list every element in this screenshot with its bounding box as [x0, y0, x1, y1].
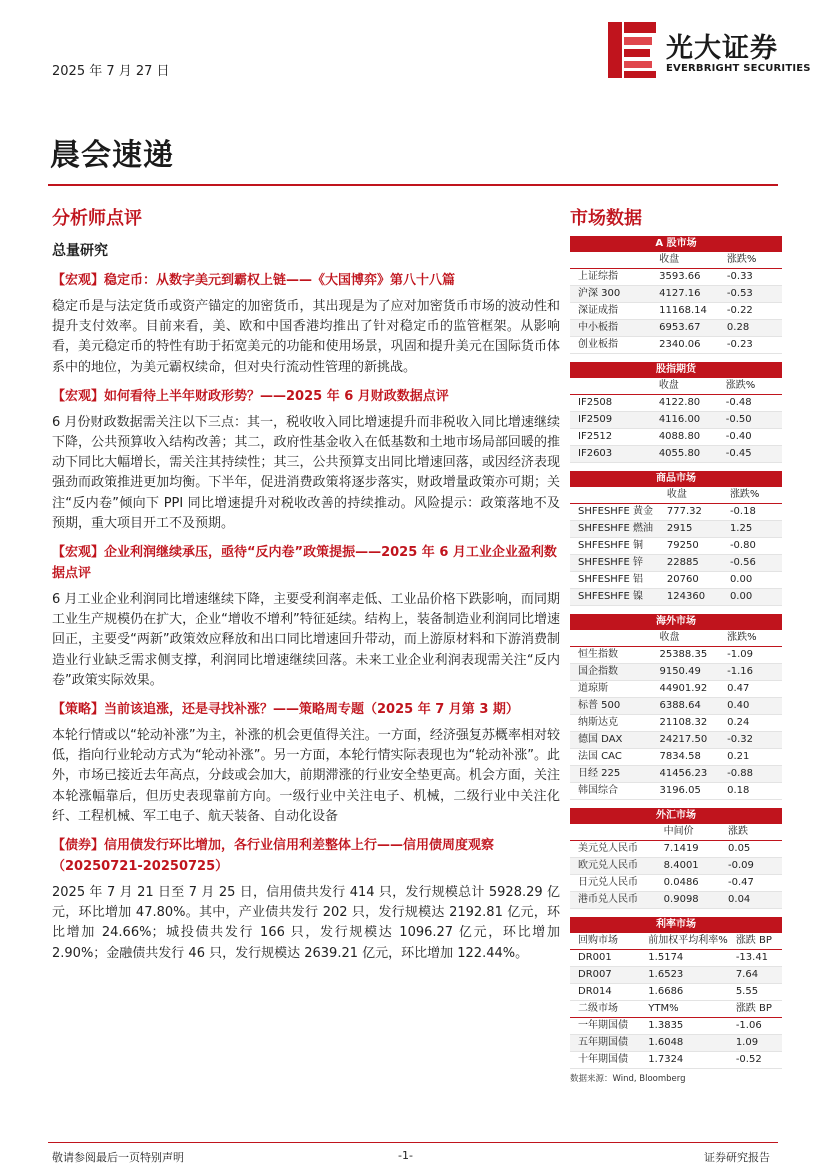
table-cell: 1.7324 — [640, 1052, 728, 1069]
table-cell: -0.23 — [719, 337, 782, 354]
table-column-header — [570, 487, 782, 504]
table-cell: 五年期国债 — [570, 1035, 640, 1052]
table-row — [570, 572, 782, 589]
table-cell: 1.6523 — [640, 967, 728, 984]
table-row — [570, 303, 782, 320]
table-row — [570, 504, 782, 521]
table-cell: 7.1419 — [656, 841, 720, 858]
table-spacer — [570, 354, 782, 362]
table-cell: 二级市场 — [570, 1001, 640, 1018]
table-row — [570, 858, 782, 875]
table-cell: 2340.06 — [651, 337, 719, 354]
table-row — [570, 1052, 782, 1069]
logo-english-name: EVERBRIGHT SECURITIES — [666, 63, 811, 74]
table-cell: 7.64 — [728, 967, 782, 984]
table-group-title: 海外市场 — [570, 614, 782, 630]
table-cell: 法国 CAC — [570, 749, 651, 766]
table-group-header — [570, 362, 782, 378]
table-cell: 4088.80 — [651, 429, 718, 446]
table-row — [570, 766, 782, 783]
table-cell: 创业板指 — [570, 337, 651, 354]
sub-section-title: 总量研究 — [52, 243, 108, 259]
table-cell: 0.24 — [719, 715, 782, 732]
article-body: 6 月份财政数据需关注以下三点：其一，税收收入同比增速提升而非税收入同比增速继续下降，公共预算收入结构改善；其二，政府性基金收入在低基数和土地市场局部回暖的推动下同比大幅增长，需关注其持续性；其三，公共预算支出同比增速回落，或因经济表现强劲而政策推进更加均衡。下半年，促进消费政策将逐步落实，财政增量政策亦可期；关注“反内卷”倾向下 PPI 同比增速提升对税收改善的持续推动。风险提示：政策落地不及预期，重大项目开工不及预期。 — [52, 414, 560, 531]
table-group-title: 股指期货 — [570, 362, 782, 378]
table-cell: 上证综指 — [570, 269, 651, 286]
table-cell: 道琼斯 — [570, 681, 651, 698]
table-cell — [570, 487, 659, 504]
table-cell: DR007 — [570, 967, 640, 984]
table-spacer — [570, 909, 782, 917]
table-cell: DR001 — [570, 950, 640, 967]
table-cell: SHFESHFE 锌 — [570, 555, 659, 572]
table-cell: 0.00 — [722, 589, 782, 606]
table-cell: 1.5174 — [640, 950, 728, 967]
data-source-note: 数据来源：Wind, Bloomberg — [570, 1074, 686, 1084]
market-table — [570, 808, 782, 909]
table-column-header — [570, 252, 782, 269]
table-cell: -1.09 — [719, 647, 782, 664]
table-cell: 涨跌 BP — [728, 1001, 782, 1018]
table-cell: 124360 — [659, 589, 722, 606]
table-cell: -0.53 — [719, 286, 782, 303]
table-cell: 1.6686 — [640, 984, 728, 1001]
table-cell: 0.18 — [719, 783, 782, 800]
table-cell: -1.16 — [719, 664, 782, 681]
table-cell: -0.32 — [719, 732, 782, 749]
table-spacer — [570, 463, 782, 471]
table-cell: -0.40 — [718, 429, 782, 446]
table-cell: 0.9098 — [656, 892, 720, 909]
table-row — [570, 286, 782, 303]
table-row — [570, 446, 782, 463]
table-row — [570, 412, 782, 429]
market-table — [570, 917, 782, 1069]
table-row — [570, 783, 782, 800]
table-cell: 纳斯达克 — [570, 715, 651, 732]
table-cell: IF2509 — [570, 412, 651, 429]
table-cell: 41456.23 — [651, 766, 719, 783]
market-table — [570, 614, 782, 800]
table-cell: -0.50 — [718, 412, 782, 429]
table-row — [570, 555, 782, 572]
table-cell: DR014 — [570, 984, 640, 1001]
table-cell: 前加权平均利率% — [640, 933, 728, 950]
table-row — [570, 749, 782, 766]
table-cell: SHFESHFE 镍 — [570, 589, 659, 606]
table-cell: IF2508 — [570, 395, 651, 412]
table-column-header — [570, 378, 782, 395]
table-row — [570, 732, 782, 749]
table-cell: -0.56 — [722, 555, 782, 572]
table-column-header — [570, 933, 782, 950]
table-group-header — [570, 614, 782, 630]
table-row — [570, 664, 782, 681]
table-cell: 6953.67 — [651, 320, 719, 337]
market-table — [570, 236, 782, 354]
table-cell: -0.88 — [719, 766, 782, 783]
table-row — [570, 647, 782, 664]
article-body: 稳定币是与法定货币或资产锚定的加密货币，其出现是为了应对加密货币市场的波动性和提升支付效率。目前来看，美、欧和中国香港均推出了针对稳定币的监管框架。从影响看，美元稳定币的特性有助于拓宽美元的功能和使用场景，巩固和提升美元在国际货币体系中的地位，为美元霸权续命，但对央行流动性管理的新挑战。 — [52, 299, 560, 375]
article-body: 本轮行情或以“轮动补涨”为主，补涨的机会更值得关注。一方面，经济强复苏概率相对较低，指向行业轮动方式为“轮动补涨”。另一方面，本轮行情实际表现也为“轮动补涨”。此外，市场已接近去年高点，分歧或会加大，前期滞涨的行业安全垫更高。机会方面，关注本轮涨幅靠后，但历史表现靠前方向。一级行业中关注电子、机械，二级行业中关注化纤、工程机械、军工电子、航天装备、自动化设备 — [52, 728, 560, 824]
table-cell: -0.22 — [719, 303, 782, 320]
table-cell: 44901.92 — [651, 681, 719, 698]
table-cell: 涨跌 BP — [728, 933, 782, 950]
table-cell: 4116.00 — [651, 412, 718, 429]
table-cell: 涨跌% — [719, 252, 782, 269]
table-cell: 2915 — [659, 521, 722, 538]
table-cell — [570, 630, 651, 647]
table-cell: -0.09 — [720, 858, 782, 875]
table-cell: 11168.14 — [651, 303, 719, 320]
table-cell: 3593.66 — [651, 269, 719, 286]
table-cell: 22885 — [659, 555, 722, 572]
article-heading: 【债券】信用债发行环比增加，各行业信用利差整体上行——信用债周度观察（20250721-20250725） — [52, 838, 495, 875]
table-row — [570, 967, 782, 984]
footer-disclaimer: 敬请参阅最后一页特别声明 — [52, 1151, 184, 1164]
page-title: 晨会速递 — [50, 138, 174, 173]
table-row — [570, 589, 782, 606]
table-cell: 0.21 — [719, 749, 782, 766]
table-spacer — [570, 800, 782, 808]
article-heading: 【宏观】企业利润继续承压，亟待“反内卷”政策提振——2025 年 6 月工业企业盈利数据点评 — [52, 545, 557, 582]
table-column-header — [570, 630, 782, 647]
table-cell: 0.00 — [722, 572, 782, 589]
table-cell: 收盘 — [651, 630, 719, 647]
table-cell: 4055.80 — [651, 446, 718, 463]
table-group-header — [570, 236, 782, 252]
table-cell: 国企指数 — [570, 664, 651, 681]
table-row — [570, 395, 782, 412]
table-cell: 涨跌% — [722, 487, 782, 504]
table-cell: 4127.16 — [651, 286, 719, 303]
table-group-header — [570, 471, 782, 487]
table-cell: 十年期国债 — [570, 1052, 640, 1069]
table-cell: 欧元兑人民币 — [570, 858, 656, 875]
table-cell: 日元兑人民币 — [570, 875, 656, 892]
title-divider — [48, 184, 778, 186]
table-row — [570, 320, 782, 337]
table-cell: 德国 DAX — [570, 732, 651, 749]
table-row — [570, 538, 782, 555]
table-cell: 1.09 — [728, 1035, 782, 1052]
table-group-header — [570, 917, 782, 933]
table-cell: 24217.50 — [651, 732, 719, 749]
article-heading: 【宏观】如何看待上半年财政形势？——2025 年 6 月财政数据点评 — [52, 388, 449, 404]
table-cell: -0.80 — [722, 538, 782, 555]
table-cell: 0.05 — [720, 841, 782, 858]
table-cell: 恒生指数 — [570, 647, 651, 664]
table-cell: 深证成指 — [570, 303, 651, 320]
report-date: 2025 年 7 月 27 日 — [52, 64, 170, 79]
table-cell: -13.41 — [728, 950, 782, 967]
table-cell: 25388.35 — [651, 647, 719, 664]
section-title: 分析师点评 — [52, 208, 142, 229]
logo-chinese-name: 光大证券 — [666, 33, 778, 64]
table-cell: -0.18 — [722, 504, 782, 521]
analyst-review-column — [52, 204, 560, 968]
table-cell: 日经 225 — [570, 766, 651, 783]
table-cell: 0.47 — [719, 681, 782, 698]
table-row — [570, 841, 782, 858]
table-cell: -0.47 — [720, 875, 782, 892]
article-list — [52, 270, 560, 964]
table-cell: 涨跌% — [718, 378, 782, 395]
table-cell: 涨跌% — [719, 630, 782, 647]
table-cell: YTM% — [640, 1001, 728, 1018]
table-spacer — [570, 606, 782, 614]
table-cell: 涨跌 — [720, 824, 782, 841]
table-cell: IF2603 — [570, 446, 651, 463]
table-cell: 1.6048 — [640, 1035, 728, 1052]
market-data-title: 市场数据 — [570, 208, 642, 229]
table-cell: -0.48 — [718, 395, 782, 412]
table-cell: 沪深 300 — [570, 286, 651, 303]
table-cell: 一年期国债 — [570, 1018, 640, 1035]
table-cell: -0.45 — [718, 446, 782, 463]
everbright-logo-icon — [608, 22, 656, 78]
table-cell: 79250 — [659, 538, 722, 555]
table-cell: 5.55 — [728, 984, 782, 1001]
table-row — [570, 1035, 782, 1052]
table-column-header — [570, 824, 782, 841]
table-cell: -0.52 — [728, 1052, 782, 1069]
table-cell: 7834.58 — [651, 749, 719, 766]
table-cell: SHFESHFE 铜 — [570, 538, 659, 555]
table-row — [570, 875, 782, 892]
article-heading: 【策略】当前该追涨，还是寻找补涨？——策略周专题（2025 年 7 月第 3 期） — [52, 702, 519, 718]
table-row — [570, 892, 782, 909]
table-cell — [570, 824, 656, 841]
table-cell: 1.3835 — [640, 1018, 728, 1035]
table-row — [570, 698, 782, 715]
table-cell: 4122.80 — [651, 395, 718, 412]
table-row — [570, 950, 782, 967]
table-cell: 美元兑人民币 — [570, 841, 656, 858]
table-cell: 中小板指 — [570, 320, 651, 337]
table-row — [570, 984, 782, 1001]
table-cell: -0.33 — [719, 269, 782, 286]
table-cell: SHFESHFE 黄金 — [570, 504, 659, 521]
table-cell: 收盘 — [651, 252, 719, 269]
table-row — [570, 681, 782, 698]
table-cell: 1.25 — [722, 521, 782, 538]
table-row — [570, 715, 782, 732]
table-cell: 9150.49 — [651, 664, 719, 681]
table-cell: 中间价 — [656, 824, 720, 841]
table-cell: 0.28 — [719, 320, 782, 337]
market-tables — [570, 236, 782, 1069]
table-cell: -1.06 — [728, 1018, 782, 1035]
table-cell: 20760 — [659, 572, 722, 589]
table-row — [570, 337, 782, 354]
market-data-column — [570, 204, 782, 1084]
table-cell: 回购市场 — [570, 933, 640, 950]
table-row — [570, 429, 782, 446]
table-cell: 0.40 — [719, 698, 782, 715]
table-cell: 777.32 — [659, 504, 722, 521]
footer-divider — [48, 1142, 778, 1143]
table-cell: 8.4001 — [656, 858, 720, 875]
table-cell: IF2512 — [570, 429, 651, 446]
table-group-title: 外汇市场 — [570, 808, 782, 824]
article-heading: 【宏观】稳定币：从数字美元到霸权上链——《大国博弈》第八十八篇 — [52, 273, 456, 288]
table-cell: 6388.64 — [651, 698, 719, 715]
table-group-title: 商品市场 — [570, 471, 782, 487]
table-sub-header — [570, 1001, 782, 1018]
table-row — [570, 521, 782, 538]
market-table — [570, 362, 782, 463]
table-cell: 0.0486 — [656, 875, 720, 892]
table-cell: 21108.32 — [651, 715, 719, 732]
footer-report-type: 证券研究报告 — [704, 1151, 770, 1164]
table-group-header — [570, 808, 782, 824]
table-cell — [570, 252, 651, 269]
market-table — [570, 471, 782, 606]
table-cell: 韩国综合 — [570, 783, 651, 800]
table-row — [570, 1018, 782, 1035]
table-cell: 港币兑人民币 — [570, 892, 656, 909]
table-cell: 3196.05 — [651, 783, 719, 800]
table-group-title: 利率市场 — [570, 917, 782, 933]
table-group-title: A 股市场 — [570, 236, 782, 252]
table-cell: SHFESHFE 燃油 — [570, 521, 659, 538]
table-cell: 标普 500 — [570, 698, 651, 715]
table-cell — [570, 378, 651, 395]
brand-logo — [608, 20, 811, 80]
page-number: -1- — [398, 1149, 413, 1162]
article-body: 2025 年 7 月 21 日至 7 月 25 日，信用债共发行 414 只，发行规模总计 5928.29 亿元，环比增加 47.80%。其中，产业债共发行 202 只，发行规模达 2192.81 亿元，环比增加 24.66%；城投债共发行 166 只，发行规模达 1096.27 亿元，环比增加 2.90%；金融债共发行 46 只，发行规模达 2639.21 亿元，环比增加 122.44%。 — [52, 885, 560, 961]
table-cell: 收盘 — [651, 378, 718, 395]
table-cell: 收盘 — [659, 487, 722, 504]
table-cell: SHFESHFE 铝 — [570, 572, 659, 589]
table-row — [570, 269, 782, 286]
table-cell: 0.04 — [720, 892, 782, 909]
article-body: 6 月工业企业利润同比增速继续下降，主要受利润率走低、工业品价格下跌影响，而同期工业生产规模仍在扩大，企业“增收不增利”特征延续。结构上，装备制造业利润同比增速回正，主要受“两新”政策效应释放和出口同比增速回升带动，而上游原材料和下游消费制造业行业缺乏需求侧支撑，利润同比增速继续回落。未来工业企业利润表现需关注“反内卷”政策实际效果。 — [52, 592, 560, 688]
